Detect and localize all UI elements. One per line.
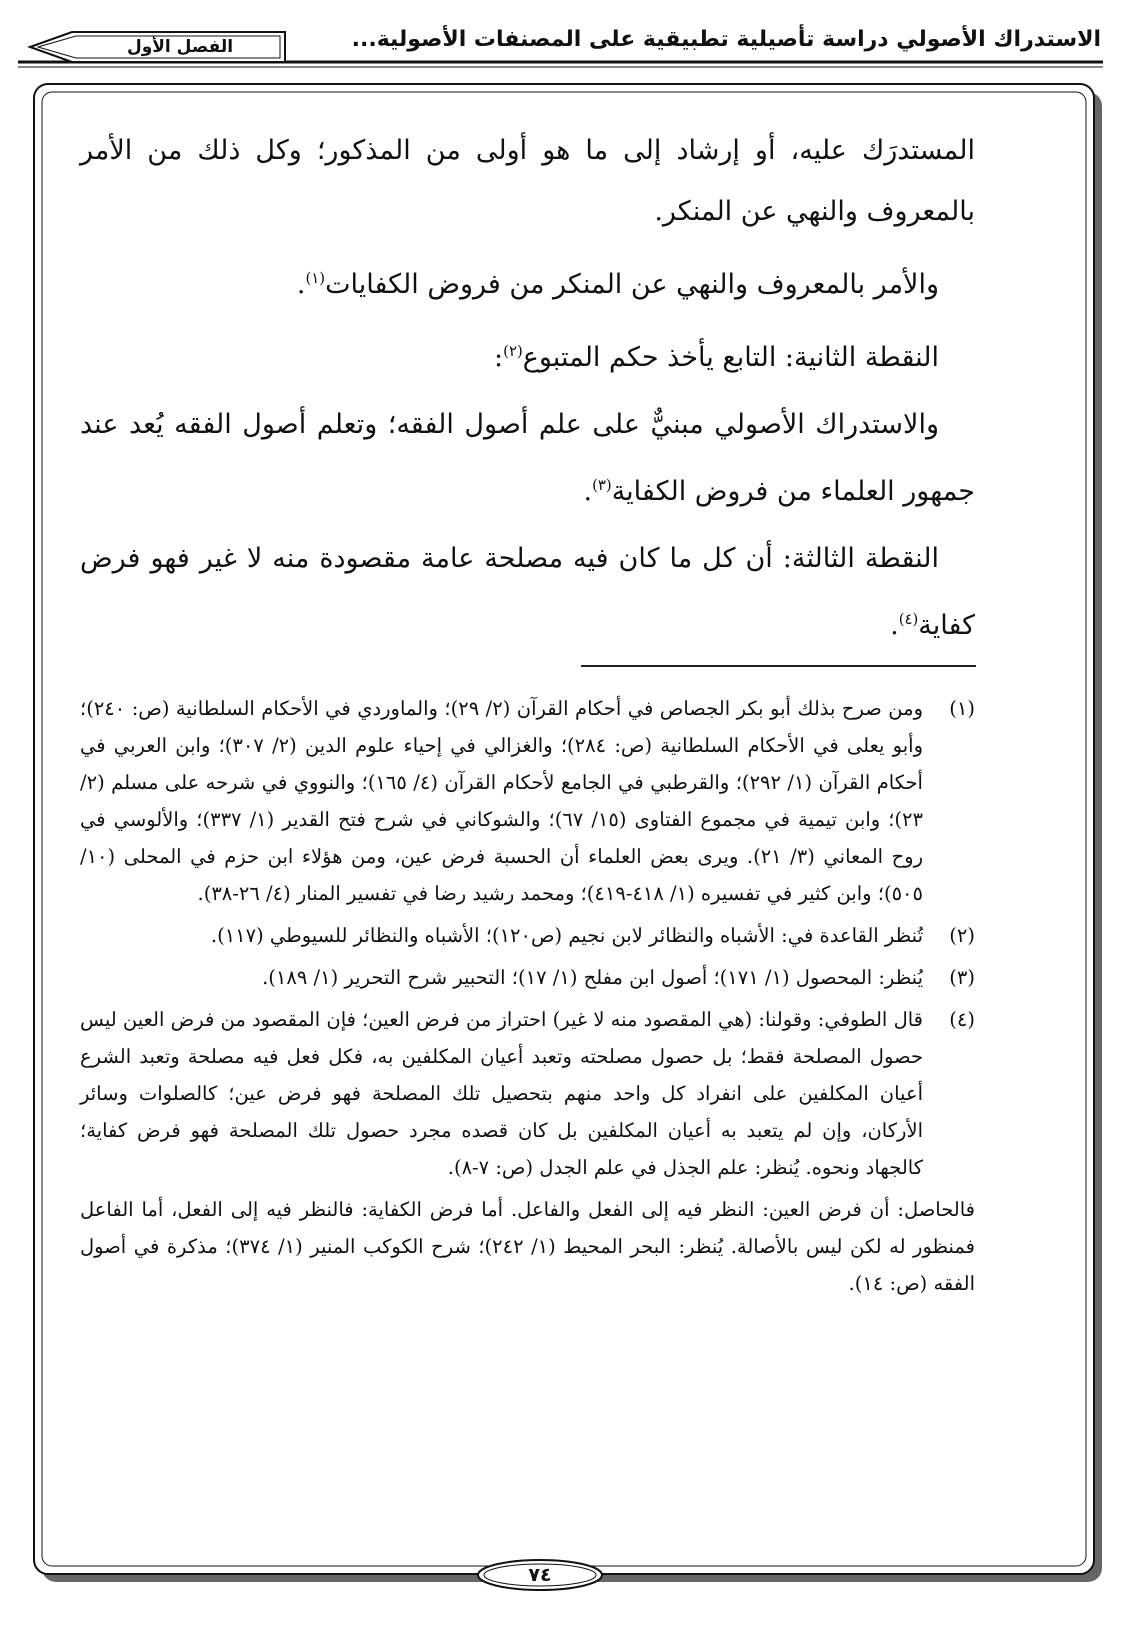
footnote-number: (٣) xyxy=(949,966,975,989)
footnote-3 xyxy=(80,959,975,996)
chapter-label: الفصل الأول xyxy=(126,37,234,57)
paragraph-4-end: . xyxy=(583,476,593,507)
footnotes xyxy=(80,690,975,1307)
paragraph-5-end: . xyxy=(890,610,899,641)
main-text xyxy=(80,120,975,662)
paragraph-2-end: . xyxy=(296,269,306,300)
footnote-text: قال الطوفي: وقولنا: (هي المقصود منه لا غير) احتراز من فرض العين؛ فإن المقصود من فرض العين ليس حصول المصلحة فقط؛ بل حصول مصلحته وتعبد أعيان المكلفين به، فكل فعل فيه مصلحة وتعبد الشرع أعيان المكلفين على انفراد كل واحد منهم بتحصيل تلك المصلحة فهو فرض عين؛ كالصلوات وسائر الأركان، وإن لم يتعبد به أعيان المكلفين بل كان قصده مجرد حصول تلك المصلحة فهو فرض كفاية؛ كالجهاد ونحوه. يُنظر: علم الجذل في علم الجدل (ص: ٧-٨). xyxy=(80,1008,923,1179)
book-title: الاستدراك الأصولي دراسة تأصيلية تطبيقية على المصنفات الأصولية... xyxy=(351,27,1101,52)
footnote-ref-1: (١) xyxy=(305,269,326,287)
page-number: ٧٤ xyxy=(528,1564,552,1586)
footnote-text: تُنظر القاعدة في: الأشباه والنظائر لابن نجيم (ص١٢٠)؛ الأشباه والنظائر للسيوطي (١١٧). xyxy=(210,924,923,947)
paragraph-4-text: والاستدراك الأصولي مبنيٌّ على علم أصول الفقه؛ وتعلم أصول الفقه يُعد عند جمهور العلماء من فروض الكفاية xyxy=(80,409,975,507)
paragraph-3-end: : xyxy=(494,342,504,373)
footnote-ref-3: (٣) xyxy=(592,476,612,494)
paragraph-5 xyxy=(80,528,975,656)
footnote-number: (٤) xyxy=(949,1008,975,1031)
footnote-number: (١) xyxy=(949,697,975,720)
footnote-ref-2: (٢) xyxy=(503,342,523,360)
paragraph-4 xyxy=(80,394,975,522)
footnote-4-continuation: فالحاصل: أن فرض العين: النظر فيه إلى الفعل والفاعل. أما فرض الكفاية: فالنظر فيه إلى الفعل، أما الفاعل فمنظور له لكن ليس بالأصالة. يُنظر: البحر المحيط (١/ ٢٤٢)؛ شرح الكوكب المنير (١/ ٣٧٤)؛ مذكرة في أصول الفقه (ص: ١٤). xyxy=(80,1198,975,1295)
paragraph-5-text: النقطة الثالثة: أن كل ما كان فيه مصلحة عامة مقصودة منه لا غير فهو فرض كفاية xyxy=(80,543,975,641)
footnote-1 xyxy=(80,690,975,912)
paragraph-3-text: النقطة الثانية: التابع يأخذ حكم المتبوع xyxy=(522,342,939,373)
footnote-text: يُنظر: المحصول (١/ ١٧١)؛ أصول ابن مفلح (١/ ١٧)؛ التحبير شرح التحرير (١/ ١٨٩). xyxy=(262,966,923,989)
footnote-number: (٢) xyxy=(949,924,975,947)
paragraph-2 xyxy=(80,248,975,315)
paragraph-2-text: والأمر بالمعروف والنهي عن المنكر من فروض الكفايات xyxy=(325,269,939,300)
footnote-separator xyxy=(581,665,976,667)
footnote-4 xyxy=(80,1001,975,1186)
paragraph-3 xyxy=(80,321,975,388)
footnote-2 xyxy=(80,917,975,954)
footnote-text: ومن صرح بذلك أبو بكر الجصاص في أحكام القرآن (٢/ ٢٩)؛ والماوردي في الأحكام السلطانية (ص: ٢٤٠)؛ وأبو يعلى في الأحكام السلطانية (ص: ٢٨٤)؛ والغزالي في إحياء علوم الدين (٢/ ٣٠٧)؛ وابن العربي في أحكام القرآن (١/ ٢٩٢)؛ والقرطبي في الجامع لأحكام القرآن (٤/ ١٦٥)؛ والنووي في شرحه على مسلم (٢/ ٢٣)؛ وابن تيمية في مجموع الفتاوى (١٥/ ٦٧)؛ والشوكاني في شرح فتح القدير (١/ ٣٣٧)؛ والألوسي في روح المعاني (٣/ ٢١). ويرى بعض العلماء أن الحسبة فرض عين، ومن هؤلاء ابن حزم في المحلى (١٠/ ٥٠٥)؛ وابن كثير في تفسيره (١/ ٤١٨-٤١٩)؛ ومحمد رشيد رضا في تفسير المنار (٤/ ٢٦-٣٨). xyxy=(80,697,924,905)
paragraph-1: المستدرَك عليه، أو إرشاد إلى ما هو أولى من المذكور؛ وكل ذلك من الأمر بالمعروف والنهي عن المنكر. xyxy=(80,135,975,227)
footnote-ref-4: (٤) xyxy=(898,610,919,628)
